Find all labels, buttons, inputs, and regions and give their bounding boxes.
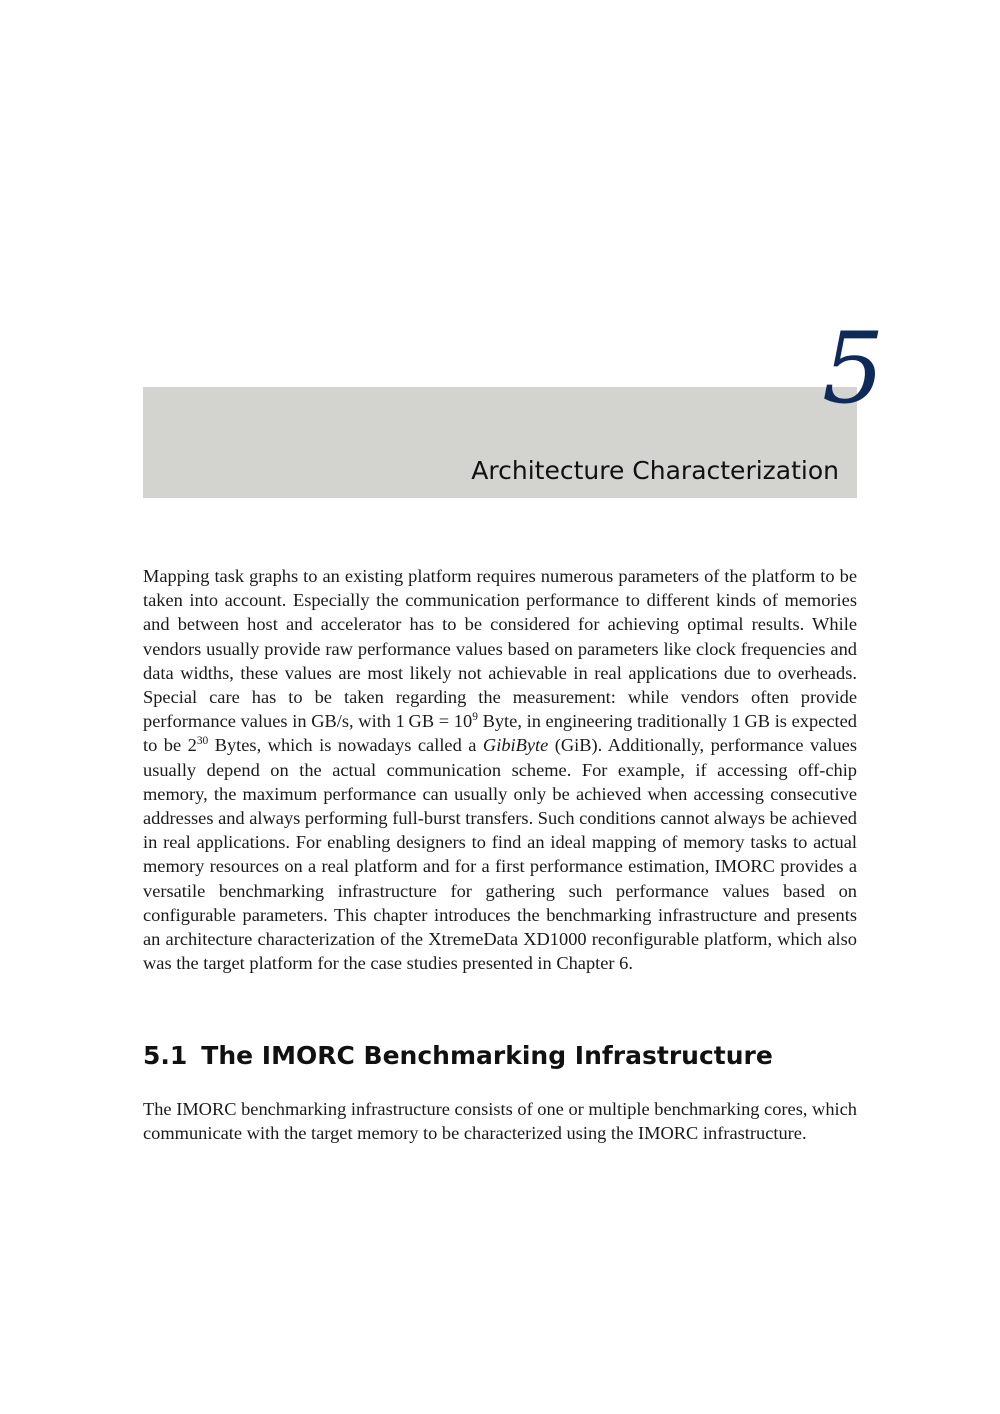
intro-paragraph xyxy=(143,564,857,975)
intro-text-1: Mapping task graphs to an existing platform requires numerous parameters of the platform to be taken into account. Especially the communication performance to different kinds of memories and between host and accelerator has to be considered for achieving optimal results. While vendors usually provide raw performance values based on parameters like clock frequencies and data widths, these values are most likely not achievable in real applications due to overheads. Special care has to be taken regarding the measurement: while vendors often provide performance values in GB/s, with 1 GB = 10 xyxy=(143,566,857,732)
chapter-number: 5 xyxy=(822,312,885,426)
section-heading xyxy=(143,1041,773,1071)
intro-text-4: (GiB). Additionally, performance values usually depend on the actual communication scheme. For example, if accessing off-chip memory, the maximum performance can usually only be achieved when accessing consecutive addresses and always performing full-burst transfers. Such conditions cannot always be achieved in real applications. For enabling designers to find an ideal mapping of memory tasks to actual memory resources on a real platform and for a first performance estimation, IMORC provides a versatile benchmarking infrastructure for gathering such performance values based on configurable parameters. This chapter introduces the benchmarking infrastructure and presents an architecture characterization of the XtremeData XD1000 reconfigurable platform, which also was the target platform for the case studies presented in Chapter 6. xyxy=(143,735,857,974)
exponent-9: 9 xyxy=(472,711,478,724)
section-number: 5.1 xyxy=(143,1041,188,1070)
section-paragraph: The IMORC benchmarking infrastructure consists of one or multiple benchmarking cores, which communicate with the target memory to be characterized using the IMORC infrastructure. xyxy=(143,1099,857,1144)
exponent-30: 30 xyxy=(196,735,209,748)
section-title: The IMORC Benchmarking Infrastructure xyxy=(201,1041,773,1070)
gibibyte-term: GibiByte xyxy=(482,735,549,756)
intro-text-3: Bytes, which is nowadays called a xyxy=(208,735,483,756)
intro-text-2: Byte, in engineering traditionally 1 GB is expected to be 2 xyxy=(143,711,857,756)
chapter-title: Architecture Characterization xyxy=(471,456,839,485)
